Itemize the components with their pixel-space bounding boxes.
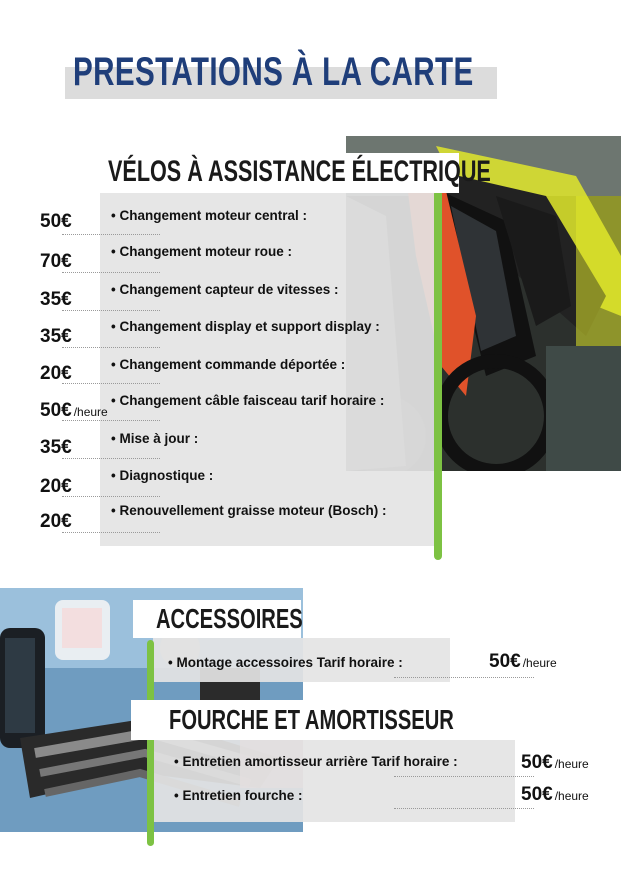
dotted-leader <box>394 677 534 678</box>
price: 70€ <box>40 251 72 272</box>
service-label: • Changement display et support display : <box>111 319 380 334</box>
dotted-leader <box>62 347 160 348</box>
service-label: • Entretien fourche : <box>174 788 303 803</box>
price: 20€ <box>40 476 72 497</box>
price: 35€ <box>40 437 72 458</box>
fourche-heading: FOURCHE ET AMORTISSEUR <box>169 704 454 735</box>
price: 50€ <box>40 211 72 232</box>
dotted-leader <box>62 310 160 311</box>
dotted-leader <box>62 234 160 235</box>
price: 20€ <box>40 363 72 384</box>
accessoires-heading: ACCESSOIRES <box>156 603 303 634</box>
service-label: • Changement moteur roue : <box>111 244 292 259</box>
service-label: • Montage accessoires Tarif horaire : <box>168 655 403 670</box>
page-title: PRESTATIONS À LA CARTE <box>73 50 474 94</box>
fourche-panel <box>153 740 515 822</box>
price: 20€ <box>40 511 72 532</box>
dotted-leader <box>62 383 160 384</box>
green-accent-bar <box>434 190 442 560</box>
price: 50€ /heure <box>40 400 108 421</box>
service-label: • Mise à jour : <box>111 431 199 446</box>
price: 35€ <box>40 289 72 310</box>
dotted-leader <box>62 458 160 459</box>
price: 50€ /heure <box>489 651 557 672</box>
dotted-leader <box>62 532 160 533</box>
price: 35€ <box>40 326 72 347</box>
service-label: • Changement commande déportée : <box>111 357 346 372</box>
dotted-leader <box>394 776 534 777</box>
dotted-leader <box>62 420 160 421</box>
service-label: • Diagnostique : <box>111 468 214 483</box>
dotted-leader <box>62 272 160 273</box>
service-label: • Entretien amortisseur arrière Tarif horaire : <box>174 754 458 769</box>
price: 50€ /heure <box>521 784 589 805</box>
velos-heading: VÉLOS À ASSISTANCE ÉLECTRIQUE <box>108 155 491 188</box>
price: 50€ /heure <box>521 752 589 773</box>
service-label: • Changement moteur central : <box>111 208 308 223</box>
green-accent-bar <box>147 640 154 846</box>
service-label: • Changement câble faisceau tarif horaire : <box>111 393 385 408</box>
dotted-leader <box>394 808 534 809</box>
service-label: • Renouvellement graisse moteur (Bosch) : <box>111 503 387 518</box>
service-label: • Changement capteur de vitesses : <box>111 282 339 297</box>
dotted-leader <box>62 496 160 497</box>
